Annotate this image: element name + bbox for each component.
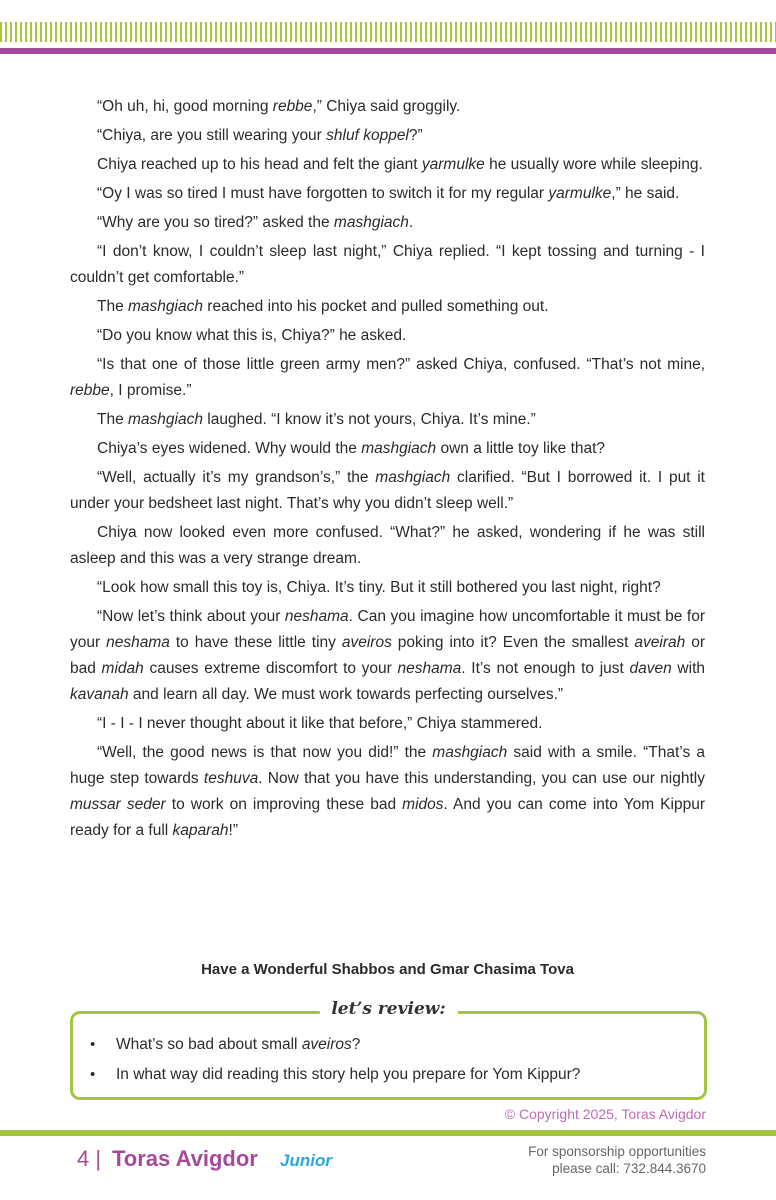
story-paragraph — [70, 152, 705, 178]
text-run: Chiya reached up to his head and felt the giant — [97, 156, 422, 173]
footer-rule — [0, 1130, 776, 1136]
text-run: “I don’t know, I couldn’t sleep last night,” Chiya replied. “I kept tossing and turning - I couldn’t get comfortable.” — [70, 243, 705, 286]
italic-term: kaparah — [172, 822, 229, 839]
text-run: ? — [351, 1036, 361, 1053]
italic-term: mashgiach — [128, 298, 203, 315]
text-run: “Oy I was so tired I must have forgotten to switch it for my regular — [97, 185, 549, 202]
text-run: with — [671, 660, 705, 677]
italic-term: mashgiach — [361, 440, 437, 457]
italic-term: midah — [101, 660, 144, 677]
italic-term: daven — [629, 660, 672, 677]
story-paragraph — [70, 94, 705, 120]
italic-term: rebbe — [70, 382, 110, 399]
italic-term: mashgiach — [432, 744, 508, 761]
sponsor-line-1: For sponsorship opportunities — [528, 1144, 706, 1159]
text-run: The — [97, 411, 129, 428]
text-run: The — [97, 298, 129, 315]
decorative-tick-border — [0, 22, 776, 42]
text-run: , I promise.” — [109, 382, 192, 399]
italic-term: neshama — [284, 608, 349, 625]
text-run: and learn all day. We must work towards perfecting ourselves.” — [128, 686, 564, 703]
review-question — [88, 1030, 688, 1060]
header-rule — [0, 48, 776, 54]
italic-term: mashgiach — [333, 214, 409, 231]
brand-logo-text: Toras Avigdor — [112, 1146, 258, 1171]
italic-term: yarmulke — [421, 156, 485, 173]
text-run: “Oh uh, hi, good morning — [97, 98, 273, 115]
text-run: “Is that one of those little green army men?” asked Chiya, confused. “That’s not mine, — [97, 356, 705, 373]
text-run: reached into his pocket and pulled something out. — [202, 298, 549, 315]
text-run: said with a smile. “That’s a huge step towards — [70, 744, 705, 787]
sponsor-line-2: please call: 732.844.3670 — [552, 1161, 706, 1176]
text-run: . — [408, 214, 414, 231]
story-paragraph — [70, 210, 705, 236]
text-run: Chiya’s eyes widened. Why would the — [97, 440, 362, 457]
italic-term: mussar seder — [70, 796, 166, 813]
story-paragraph — [70, 294, 705, 320]
text-run: poking into it? Even the smallest — [391, 634, 635, 651]
italic-term: shluf koppel — [326, 127, 409, 144]
text-run: to have these little tiny — [169, 634, 342, 651]
review-question — [88, 1060, 688, 1090]
closing-line: Have a Wonderful Shabbos and Gmar Chasima Tova — [201, 961, 574, 978]
text-run: ,” he said. — [611, 185, 680, 202]
text-run: laughed. “I know it’s not yours, Chiya. It’s mine.” — [202, 411, 536, 428]
italic-term: yarmulke — [548, 185, 612, 202]
italic-term: aveiros — [341, 634, 392, 651]
story-paragraph — [70, 711, 705, 737]
story-paragraph — [70, 239, 705, 291]
text-run: “Well, actually it’s my grandson’s,” the — [97, 469, 376, 486]
text-run: “Look how small this toy is, Chiya. It’s tiny. But it still bothered you last night, right? — [97, 579, 661, 596]
story-paragraph — [70, 604, 705, 708]
story-paragraph — [70, 436, 705, 462]
review-box — [70, 999, 707, 1100]
text-run: “Well, the good news is that now you did!” the — [97, 744, 433, 761]
brand-logo-sub: Junior — [280, 1151, 332, 1170]
review-list — [88, 1030, 688, 1090]
text-run: “Why are you so tired?” asked the — [97, 214, 334, 231]
text-run: “Now let’s think about your — [97, 608, 285, 625]
text-run: What’s so bad about small — [116, 1036, 302, 1053]
bullet-icon: • — [90, 1036, 96, 1053]
text-run: to work on improving these bad — [165, 796, 403, 813]
text-run: . It’s not enough to just — [461, 660, 630, 677]
italic-term: teshuva — [203, 770, 259, 787]
text-run: ?” — [408, 127, 423, 144]
text-run: ,” Chiya said groggily. — [312, 98, 461, 115]
text-run: Chiya now looked even more confused. “What?” he asked, wondering if he was still asleep and this was a very strange dream. — [70, 524, 705, 567]
text-run: clarified. “But I borrowed it. I put it under your bedsheet last night. That’s why you didn’t sleep well.” — [70, 469, 705, 512]
text-run: causes extreme discomfort to your — [143, 660, 398, 677]
text-run: “Do you know what this is, Chiya?” he asked. — [97, 327, 407, 344]
story-paragraph — [70, 740, 705, 844]
story-paragraph — [70, 123, 705, 149]
page-number: 4 | — [77, 1146, 102, 1171]
text-run: “Chiya, are you still wearing your — [97, 127, 327, 144]
review-title: let’s review: — [319, 999, 457, 1019]
story-paragraph — [70, 575, 705, 601]
text-run: In what way did reading this story help you prepare for Yom Kippur? — [116, 1066, 581, 1083]
italic-term: kavanah — [70, 686, 129, 703]
text-run: !” — [228, 822, 239, 839]
italic-term: neshama — [397, 660, 462, 677]
story-body — [70, 94, 705, 847]
italic-term: mashgiach — [375, 469, 451, 486]
text-run: “I - I - I never thought about it like that before,” Chiya stammered. — [97, 715, 543, 732]
italic-term: aveiros — [301, 1036, 352, 1053]
copyright-notice: © Copyright 2025, Toras Avigdor — [504, 1106, 706, 1122]
bullet-icon: • — [90, 1066, 96, 1083]
sponsorship-info — [528, 1143, 706, 1177]
story-paragraph — [70, 407, 705, 433]
italic-term: midos — [402, 796, 444, 813]
text-run: . And you can come into Yom Kippur ready for a full — [70, 796, 705, 839]
italic-term: aveirah — [634, 634, 686, 651]
text-run: he usually wore while sleeping. — [484, 156, 703, 173]
story-paragraph — [70, 323, 705, 349]
italic-term: neshama — [106, 634, 170, 651]
story-paragraph — [70, 465, 705, 517]
story-paragraph — [70, 520, 705, 572]
text-run: or bad — [70, 634, 705, 677]
text-run: . Now that you have this understanding, you can use our nightly — [258, 770, 705, 787]
text-run: own a little toy like that? — [436, 440, 606, 457]
story-paragraph — [70, 181, 705, 207]
italic-term: mashgiach — [128, 411, 203, 428]
italic-term: rebbe — [272, 98, 313, 115]
text-run: . Can you imagine how uncomfortable it must be for your — [70, 608, 705, 651]
story-paragraph — [70, 352, 705, 404]
